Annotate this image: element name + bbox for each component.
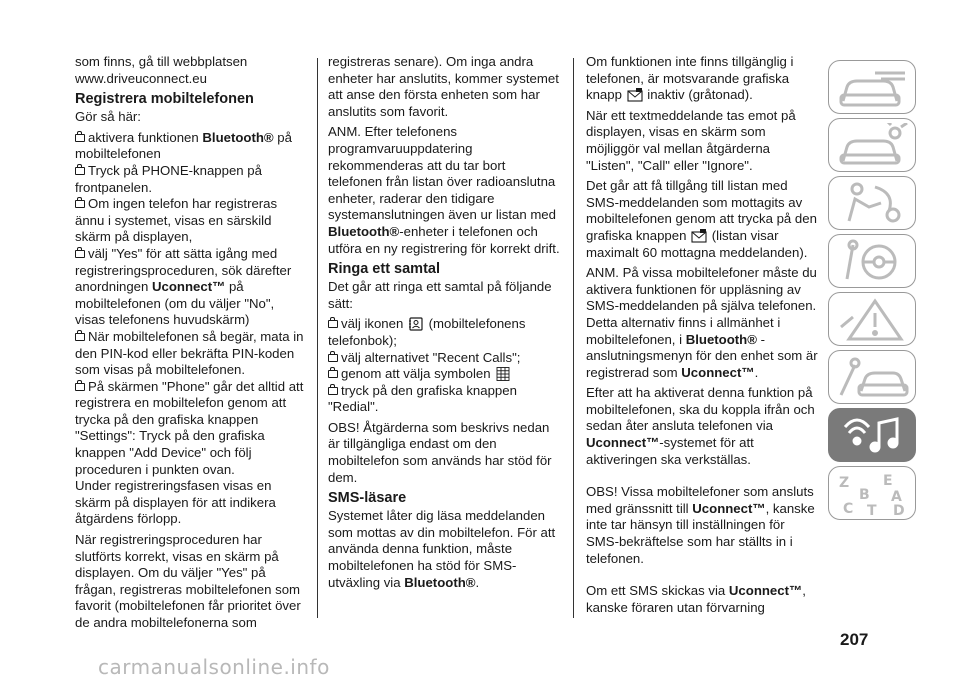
- paragraph: registreras senare). Om inga andra enheter har anslutits, kommer systemet att anse den första enheten som har anslutits som favorit.: [328, 54, 559, 119]
- paragraph: Om funktionen inte finns tillgänglig i telefonen, är motsvarande grafiska knapp inaktiv (gråtonad).: [586, 54, 794, 103]
- column-divider-2: [573, 58, 574, 618]
- list-item: välj "Yes" för att sätta igång med registreringsproceduren, sök därefter anordningen Uconnect™ på mobiltelefonen (om du väljer "No", visas telefonens huvudskärm): [75, 245, 292, 328]
- section-heading-call: Ringa ett samtal: [328, 261, 440, 278]
- bullet-icon: [75, 167, 85, 175]
- tab-dashboard[interactable]: [828, 60, 916, 114]
- paragraph: Om ett SMS skickas via Uconnect™, kanske föraren utan förvarning: [586, 583, 806, 615]
- bullet-icon: [75, 333, 85, 341]
- keypad-icon: [494, 367, 512, 381]
- column-2: [328, 54, 560, 595]
- paragraph: Efter att ha aktiverat denna funktion på mobiltelefonen, ska du koppla ifrån och sedan åter ansluta telefonen via Uconnect™-systemet för att aktiveringen ska verkställas.: [586, 385, 815, 467]
- tab-index[interactable]: [828, 466, 916, 520]
- warning-triangle-icon: [835, 297, 911, 343]
- column-3: [586, 54, 818, 620]
- paragraph: När registreringsproceduren har slutförts korrekt, visas en skärm på displayen. Om du väljer "Yes" på frågan, registreras mobiltelefonen som favorit (mobiltelefonen får prioritet över de andra mobiltelefonerna som: [75, 532, 301, 630]
- watermark: carmanualsonline.info: [98, 655, 330, 679]
- bullet-icon: [75, 383, 85, 391]
- sms-list-icon: [690, 229, 708, 243]
- column-1: [75, 54, 305, 636]
- paragraph: När ett textmeddelande tas emot på displayen, visas en skärm som möjliggör val mellan åtgärderna "Listen", "Call" eller "Ignore".: [586, 107, 796, 173]
- section-heading-sms: SMS-läsare: [328, 490, 407, 507]
- bullet-icon: [75, 200, 85, 208]
- multimedia-music-icon: [835, 413, 911, 459]
- list-item: På skärmen "Phone" går det alltid att registrera en mobiltelefon genom att trycka på den grafiska knappen "Settings": Tryck på den grafiska knappen "Add Device" och följ proceduren i punkten ovan.: [75, 378, 304, 477]
- car-lights-icon: [835, 123, 911, 169]
- tab-emergency[interactable]: [828, 292, 916, 346]
- tab-safety[interactable]: [828, 176, 916, 230]
- paragraph: Det går att få tillgång till listan med SMS-meddelanden som mottagits av mobiltelefonen genom att trycka på den grafiska knappen (listan visar maximalt 60 mottagna meddelanden).: [586, 178, 817, 260]
- tab-maintenance[interactable]: [828, 350, 916, 404]
- list-item: Tryck på PHONE-knappen på frontpanelen.: [75, 162, 262, 195]
- paragraph: Systemet låter dig läsa meddelanden som mottas av din mobiltelefon. För att använda denna funktion, måste mobiltelefonen ha stöd för SMS-utväxling via Bluetooth®.: [328, 508, 556, 590]
- tab-driving[interactable]: [828, 234, 916, 288]
- paragraph: OBS! Vissa mobiltelefoner som ansluts med gränssnitt till Uconnect™, kanske inte tar hänsyn till inställningen för SMS-bekräftelse som har ställts in i telefonen.: [586, 484, 815, 566]
- index-letter: C: [843, 501, 854, 517]
- section-heading-register: Registrera mobiltelefonen: [75, 91, 254, 108]
- list-item: genom att välja symbolen: [328, 366, 560, 383]
- paragraph: Under registreringsfasen visas en skärm på displayen för att indikera åtgärdens förlopp.: [75, 478, 276, 527]
- paragraph: OBS! Åtgärderna som beskrivs nedan är tillgängliga endast om den mobiltelefon som används har stöd för dem.: [328, 419, 552, 485]
- list-item: När mobiltelefonen så begär, mata in den PIN-kod eller bekräfta PIN-koden som visas på mobiltelefonen.: [75, 328, 304, 378]
- paragraph: ANM. Efter telefonens programvaruuppdatering rekommenderas att du tar bort telefonen från listan över radioanslutna enheter, raderar den tidigare systemanslutningen även ur listan med Bluetooth®-enheter i telefonen och utföra en ny registrering för korrekt drift.: [328, 124, 560, 256]
- list-item: välj ikonen (mobiltelefonens telefonbok);: [328, 316, 526, 348]
- sms-message-icon: [626, 88, 644, 102]
- steering-wrench-icon: [835, 239, 911, 285]
- bullet-icon: [328, 370, 338, 378]
- car-dashboard-icon: [835, 65, 911, 111]
- chapter-tabs: [828, 60, 920, 524]
- paragraph: som finns, gå till webbplatsen www.driveuconnect.eu: [75, 54, 248, 86]
- paragraph: Gör så här:: [75, 109, 141, 125]
- index-letter: A: [891, 489, 902, 505]
- column-divider-1: [317, 58, 318, 618]
- index-letter: B: [859, 487, 870, 503]
- tab-lights[interactable]: [828, 118, 916, 172]
- phonebook-icon: [407, 317, 425, 331]
- airbag-seat-icon: [835, 181, 911, 227]
- tab-multimedia[interactable]: [828, 408, 916, 462]
- paragraph: Det går att ringa ett samtal på följande sätt:: [328, 279, 552, 311]
- wrench-car-icon: [835, 355, 911, 401]
- index-letters-icon: [835, 471, 911, 517]
- bullet-icon: [75, 134, 85, 142]
- bullet-icon: [328, 320, 338, 328]
- list-item: aktivera funktionen Bluetooth® på mobiltelefonen: [75, 129, 292, 162]
- index-letter: Z: [839, 475, 850, 491]
- index-letter: E: [883, 473, 893, 489]
- list-item: välj alternativet "Recent Calls";: [328, 350, 560, 367]
- bullet-icon: [328, 387, 338, 395]
- paragraph: ANM. På vissa mobiltelefoner måste du aktivera funktionen för uppläsning av SMS-meddelanden på själva telefonen. Detta alternativ finns i allmänhet i mobiltelefonen, i Bluetooth® -anslutningsmenyn för den enhet som är registrerad som Uconnect™.: [586, 265, 818, 380]
- bullet-icon: [328, 354, 338, 362]
- list-item: Om ingen telefon har registreras ännu i systemet, visas en särskild skärm på displayen,: [75, 196, 278, 245]
- index-letter: D: [893, 503, 905, 517]
- list-item: tryck på den grafiska knappen "Redial".: [328, 382, 517, 415]
- page-number: 207: [840, 630, 869, 649]
- bullet-icon: [75, 250, 85, 258]
- index-letter: T: [867, 503, 877, 517]
